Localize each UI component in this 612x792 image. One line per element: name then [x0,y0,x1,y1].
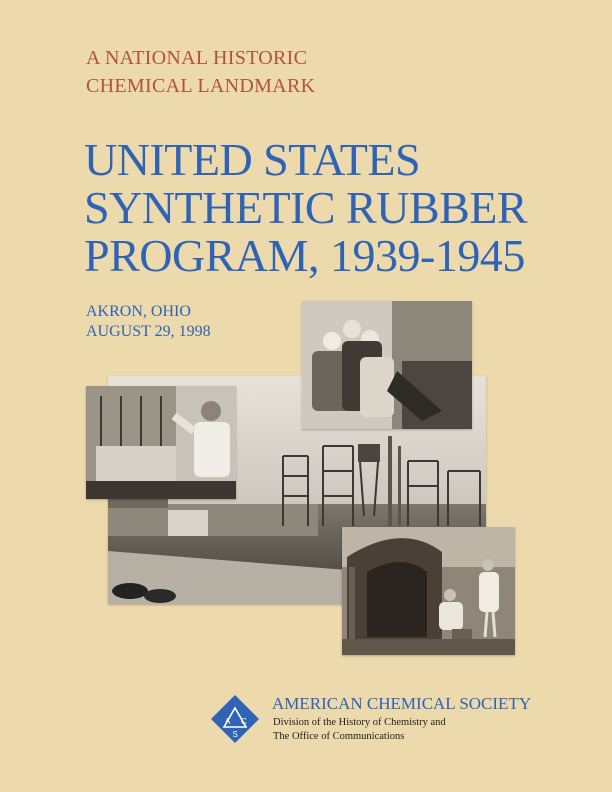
workers-photo [342,527,515,655]
title-line-3: PROGRAM, 1939-1945 [84,230,525,281]
logo-letter-c: C [241,717,247,726]
society-name: AMERICAN CHEMICAL SOCIETY [272,694,532,713]
lab-group-photo [302,301,472,429]
logo-letter-a: A [225,717,231,726]
acs-logo [210,694,260,744]
date-text: AUGUST 29, 1998 [86,323,211,340]
location-text: AKRON, OHIO [86,303,191,320]
society-line-1: Division of the History of Chemistry and [273,717,446,728]
event-meta [86,302,211,342]
kicker-line-2: CHEMICAL LANDMARK [86,75,316,97]
society-line-2: The Office of Communications [273,731,405,742]
kicker-line-1: A NATIONAL HISTORIC [86,47,308,69]
title-line-1: UNITED STATES [84,134,421,185]
logo-letter-s: S [232,730,238,739]
lab-man-photo [86,386,236,499]
page-title [84,136,527,280]
landmark-kicker [86,44,315,100]
title-line-2: SYNTHETIC RUBBER [84,182,528,233]
society-subtitle [273,716,446,744]
